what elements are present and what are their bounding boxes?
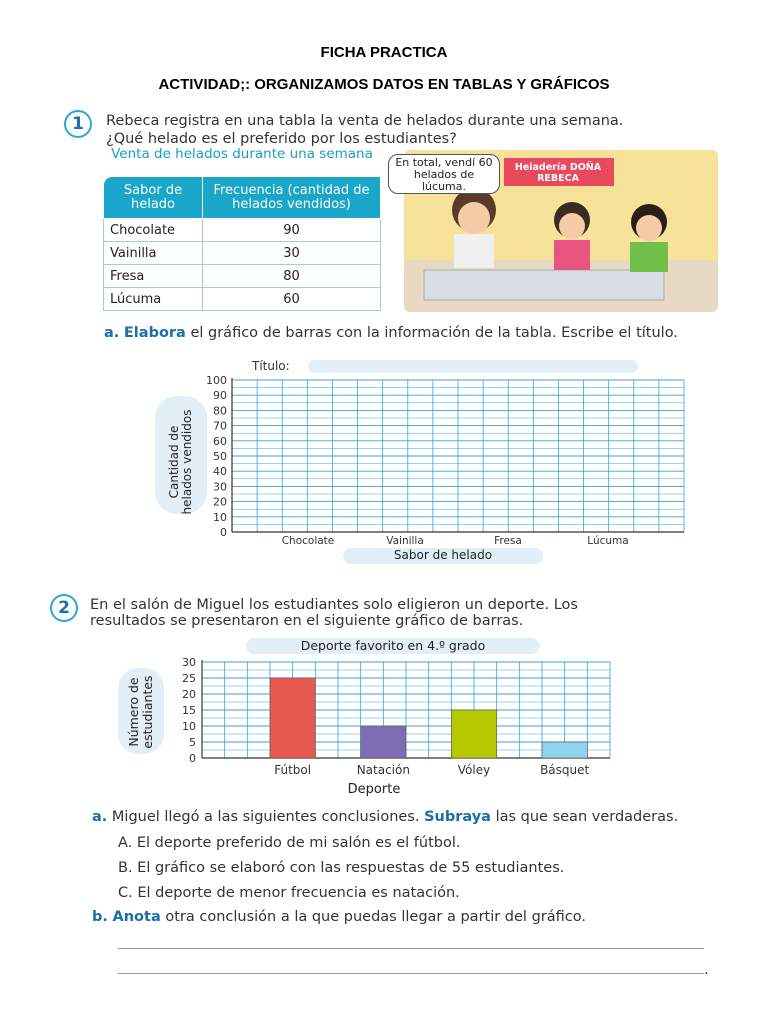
- y-tick-label: 20: [182, 688, 196, 701]
- chart2-ylabel: Número de estudiantes: [126, 675, 155, 749]
- y-tick-label: 60: [213, 434, 227, 448]
- bar-fútbol: [270, 678, 315, 758]
- question-1-item-a: [104, 324, 704, 342]
- table-cell: 90: [203, 219, 381, 242]
- y-tick-label: 10: [213, 510, 227, 524]
- y-tick-label: 80: [213, 404, 227, 418]
- table-cell: 80: [203, 265, 381, 288]
- option-a[interactable]: A. El deporte preferido de mi salón es el fútbol.: [118, 835, 461, 851]
- x-tick-label: Vainilla: [386, 535, 424, 547]
- item-verb: Elabora: [123, 325, 186, 341]
- y-tick-label: 70: [213, 419, 227, 433]
- table-row: [104, 242, 381, 265]
- y-tick-label: 50: [213, 450, 227, 463]
- item-letter: a.: [104, 325, 120, 341]
- y-tick-label: 15: [182, 704, 196, 717]
- question-1-number: 1: [64, 110, 92, 138]
- page-subtitle: ACTIVIDAD;: ORGANIZAMOS DATOS EN TABLAS Y GRÁFICOS: [158, 76, 610, 93]
- item-letter: b.: [92, 909, 108, 925]
- empty-bar-chart[interactable]: [190, 372, 690, 548]
- y-tick-label: 25: [182, 672, 196, 685]
- sports-bar-chart: [170, 656, 620, 782]
- sales-table: [103, 176, 381, 311]
- y-tick-label: 10: [182, 720, 196, 733]
- x-tick-label: Lúcuma: [587, 535, 629, 547]
- table-cell: 60: [203, 288, 381, 311]
- table-cell: Chocolate: [104, 219, 203, 242]
- page-title: FICHA PRACTICA: [320, 44, 448, 61]
- chart-title-label: Título:: [252, 359, 290, 373]
- question-2-item-b: [92, 908, 732, 926]
- chart2-title: Deporte favorito en 4.º grado: [300, 638, 486, 653]
- x-tick-label: Fútbol: [274, 763, 312, 777]
- option-c[interactable]: C. El deporte de menor frecuencia es natación.: [118, 885, 460, 901]
- question-2-item-a: [92, 808, 732, 826]
- bar-natación: [361, 726, 406, 758]
- bar-básquet: [542, 742, 587, 758]
- y-tick-label: 5: [189, 736, 196, 749]
- chart-xlabel: Sabor de helado: [393, 548, 493, 562]
- x-tick-label: Chocolate: [281, 535, 335, 547]
- item-text: otra conclusión a la que puedas llegar a partir del gráfico.: [160, 909, 586, 925]
- chart2-xlabel: Deporte: [347, 782, 401, 797]
- bar-vóley: [451, 710, 496, 758]
- x-tick-label: Básquet: [540, 763, 590, 777]
- y-tick-label: 90: [213, 389, 227, 403]
- table-row: [104, 219, 381, 242]
- question-2-line1: En el salón de Miguel los estudiantes solo eligieron un deporte. Los: [90, 597, 578, 613]
- shop-sign: Heladería DOÑA REBECA: [514, 162, 602, 184]
- option-b[interactable]: B. El gráfico se elaboró con las respuestas de 55 estudiantes.: [118, 860, 565, 876]
- table-cell: Vainilla: [104, 242, 203, 265]
- item-verb: Anota: [112, 909, 161, 925]
- item-text: Miguel llegó a las siguientes conclusiones.: [111, 809, 425, 825]
- y-tick-label: 20: [213, 495, 227, 509]
- y-tick-label: 0: [220, 526, 227, 539]
- question-1-line1: Rebeca registra en una tabla la venta de helados durante una semana.: [106, 113, 624, 129]
- table-cell: Lúcuma: [104, 288, 203, 311]
- chart-ylabel: Cantidad de helados vendidos: [167, 409, 194, 515]
- x-tick-label: Vóley: [457, 763, 491, 777]
- table-cell: 30: [203, 242, 381, 265]
- item-verb: Subraya: [424, 809, 491, 825]
- table-title: Venta de helados durante una semana: [111, 146, 373, 162]
- table-cell: Fresa: [104, 265, 203, 288]
- table-row: [104, 288, 381, 311]
- y-tick-label: 30: [182, 656, 196, 669]
- x-tick-label: Fresa: [494, 535, 522, 547]
- y-tick-label: 30: [213, 480, 227, 494]
- speech-bubble: En total, vendí 60 helados de lúcuma.: [388, 154, 500, 194]
- item-text: el gráfico de barras con la información de la tabla. Escribe el título.: [185, 325, 678, 341]
- y-tick-label: 0: [189, 752, 196, 765]
- x-tick-label: Natación: [356, 763, 410, 777]
- question-2-line2: resultados se presentaron en el siguiente gráfico de barras.: [90, 613, 524, 629]
- answer-line-1[interactable]: [118, 948, 704, 949]
- table-row: [104, 265, 381, 288]
- end-dot: .: [704, 962, 709, 978]
- item-text: las que sean verdaderas.: [490, 809, 679, 825]
- table-header-flavor: Sabor de helado: [104, 177, 203, 219]
- y-tick-label: 40: [213, 465, 227, 479]
- item-letter: a.: [92, 809, 108, 825]
- y-tick-label: 100: [206, 374, 227, 387]
- question-1-line2: ¿Qué helado es el preferido por los estudiantes?: [106, 131, 457, 147]
- question-2-number: 2: [50, 594, 78, 622]
- table-header-frequency: Frecuencia (cantidad de helados vendidos): [203, 177, 381, 219]
- answer-line-2[interactable]: [118, 973, 704, 974]
